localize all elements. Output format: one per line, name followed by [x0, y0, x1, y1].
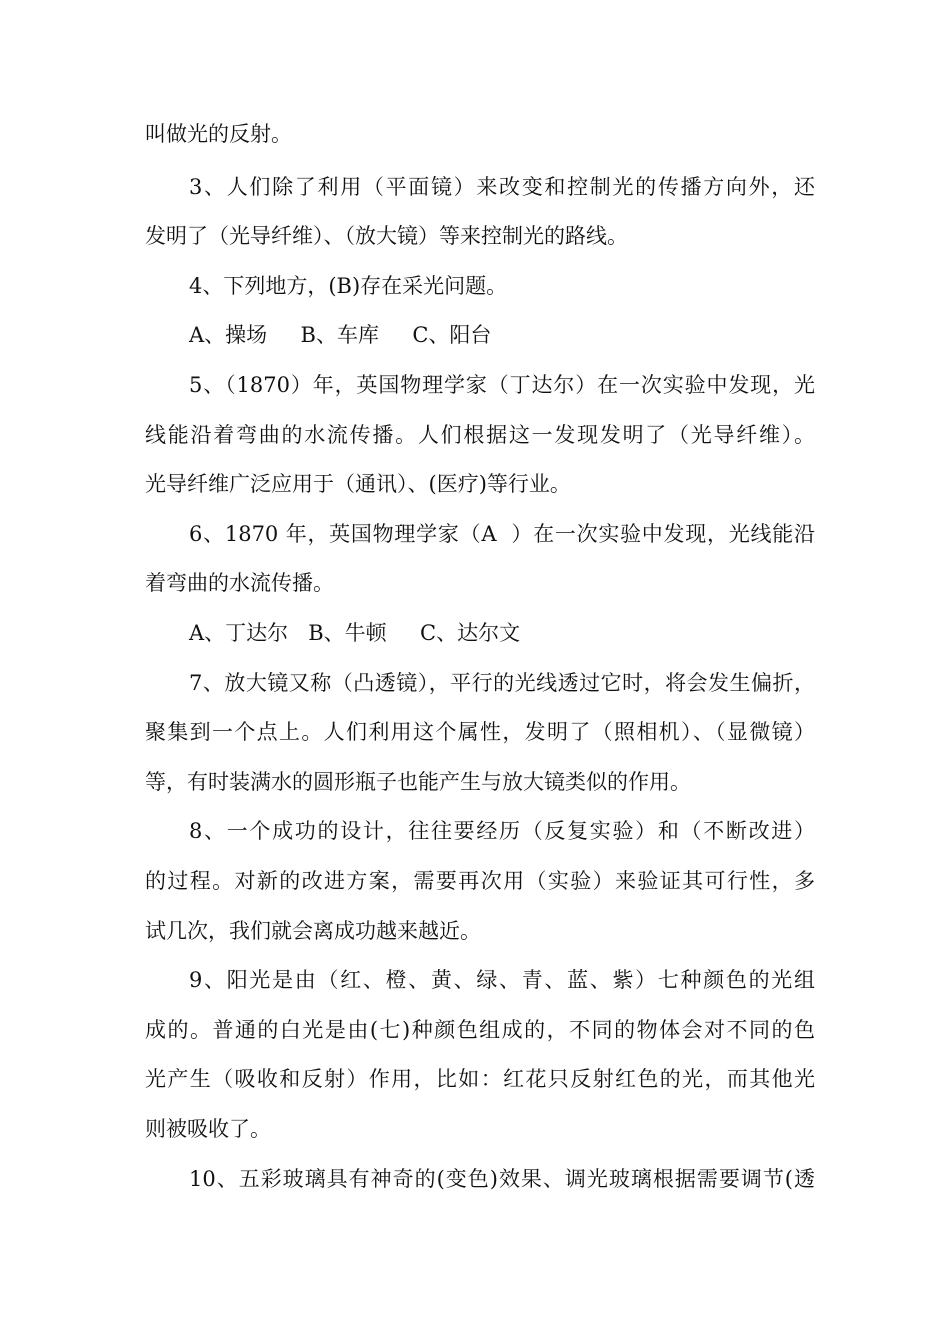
question-3-line-1: 3、人们除了利用（平面镜）来改变和控制光的传播方向外，还 [189, 175, 815, 199]
question-4-options: A、操场 B、车库 C、阳台 [189, 323, 492, 347]
question-6-line-1: 6、1870 年，英国物理学家（A ）在一次实验中发现，光线能沿 [189, 522, 815, 546]
question-8-line-1: 8、一个成功的设计，往往要经历（反复实验）和（不断改进） [189, 819, 815, 843]
question-9-line-2: 成的。普通的白光是由(七)种颜色组成的，不同的物体会对不同的色 [145, 1018, 815, 1042]
question-9-line-3: 光产生（吸收和反射）作用，比如：红花只反射红色的光，而其他光 [145, 1067, 815, 1091]
question-8-line-2: 的过程。对新的改进方案，需要再次用（实验）来验证其可行性，多 [145, 869, 815, 893]
question-8-line-3: 试几次，我们就会离成功越来越近。 [145, 919, 481, 943]
question-9-line-4: 则被吸收了。 [145, 1117, 271, 1141]
text-line: 叫做光的反射。 [145, 122, 292, 146]
question-6-line-2: 着弯曲的水流传播。 [145, 571, 334, 595]
question-7-line-3: 等，有时装满水的圆形瓶子也能产生与放大镜类似的作用。 [145, 770, 691, 794]
question-5-line-2: 线能沿着弯曲的水流传播。人们根据这一发现发明了（光导纤维）。 [145, 423, 815, 447]
question-3-line-2: 发明了（光导纤维）、（放大镜）等来控制光的路线。 [145, 224, 628, 248]
question-9-line-1: 9、阳光是由（红、橙、黄、绿、青、蓝、紫）七种颜色的光组 [189, 968, 815, 992]
question-6-options: A、丁达尔 B、牛顿 C、达尔文 [189, 621, 521, 645]
question-5-line-1: 5、（1870）年，英国物理学家（丁达尔）在一次实验中发现，光 [189, 373, 815, 397]
question-10-line-1: 10、五彩玻璃具有神奇的(变色)效果、调光玻璃根据需要调节(透 [189, 1167, 815, 1191]
question-7-line-1: 7、放大镜又称（凸透镜），平行的光线透过它时，将会发生偏折， [189, 671, 815, 695]
question-5-line-3: 光导纤维广泛应用于（通讯）、(医疗)等行业。 [145, 472, 571, 496]
question-4: 4、下列地方，(B)存在采光问题。 [189, 274, 508, 298]
question-7-line-2: 聚集到一个点上。人们利用这个属性，发明了（照相机）、（显微镜） [145, 720, 815, 744]
